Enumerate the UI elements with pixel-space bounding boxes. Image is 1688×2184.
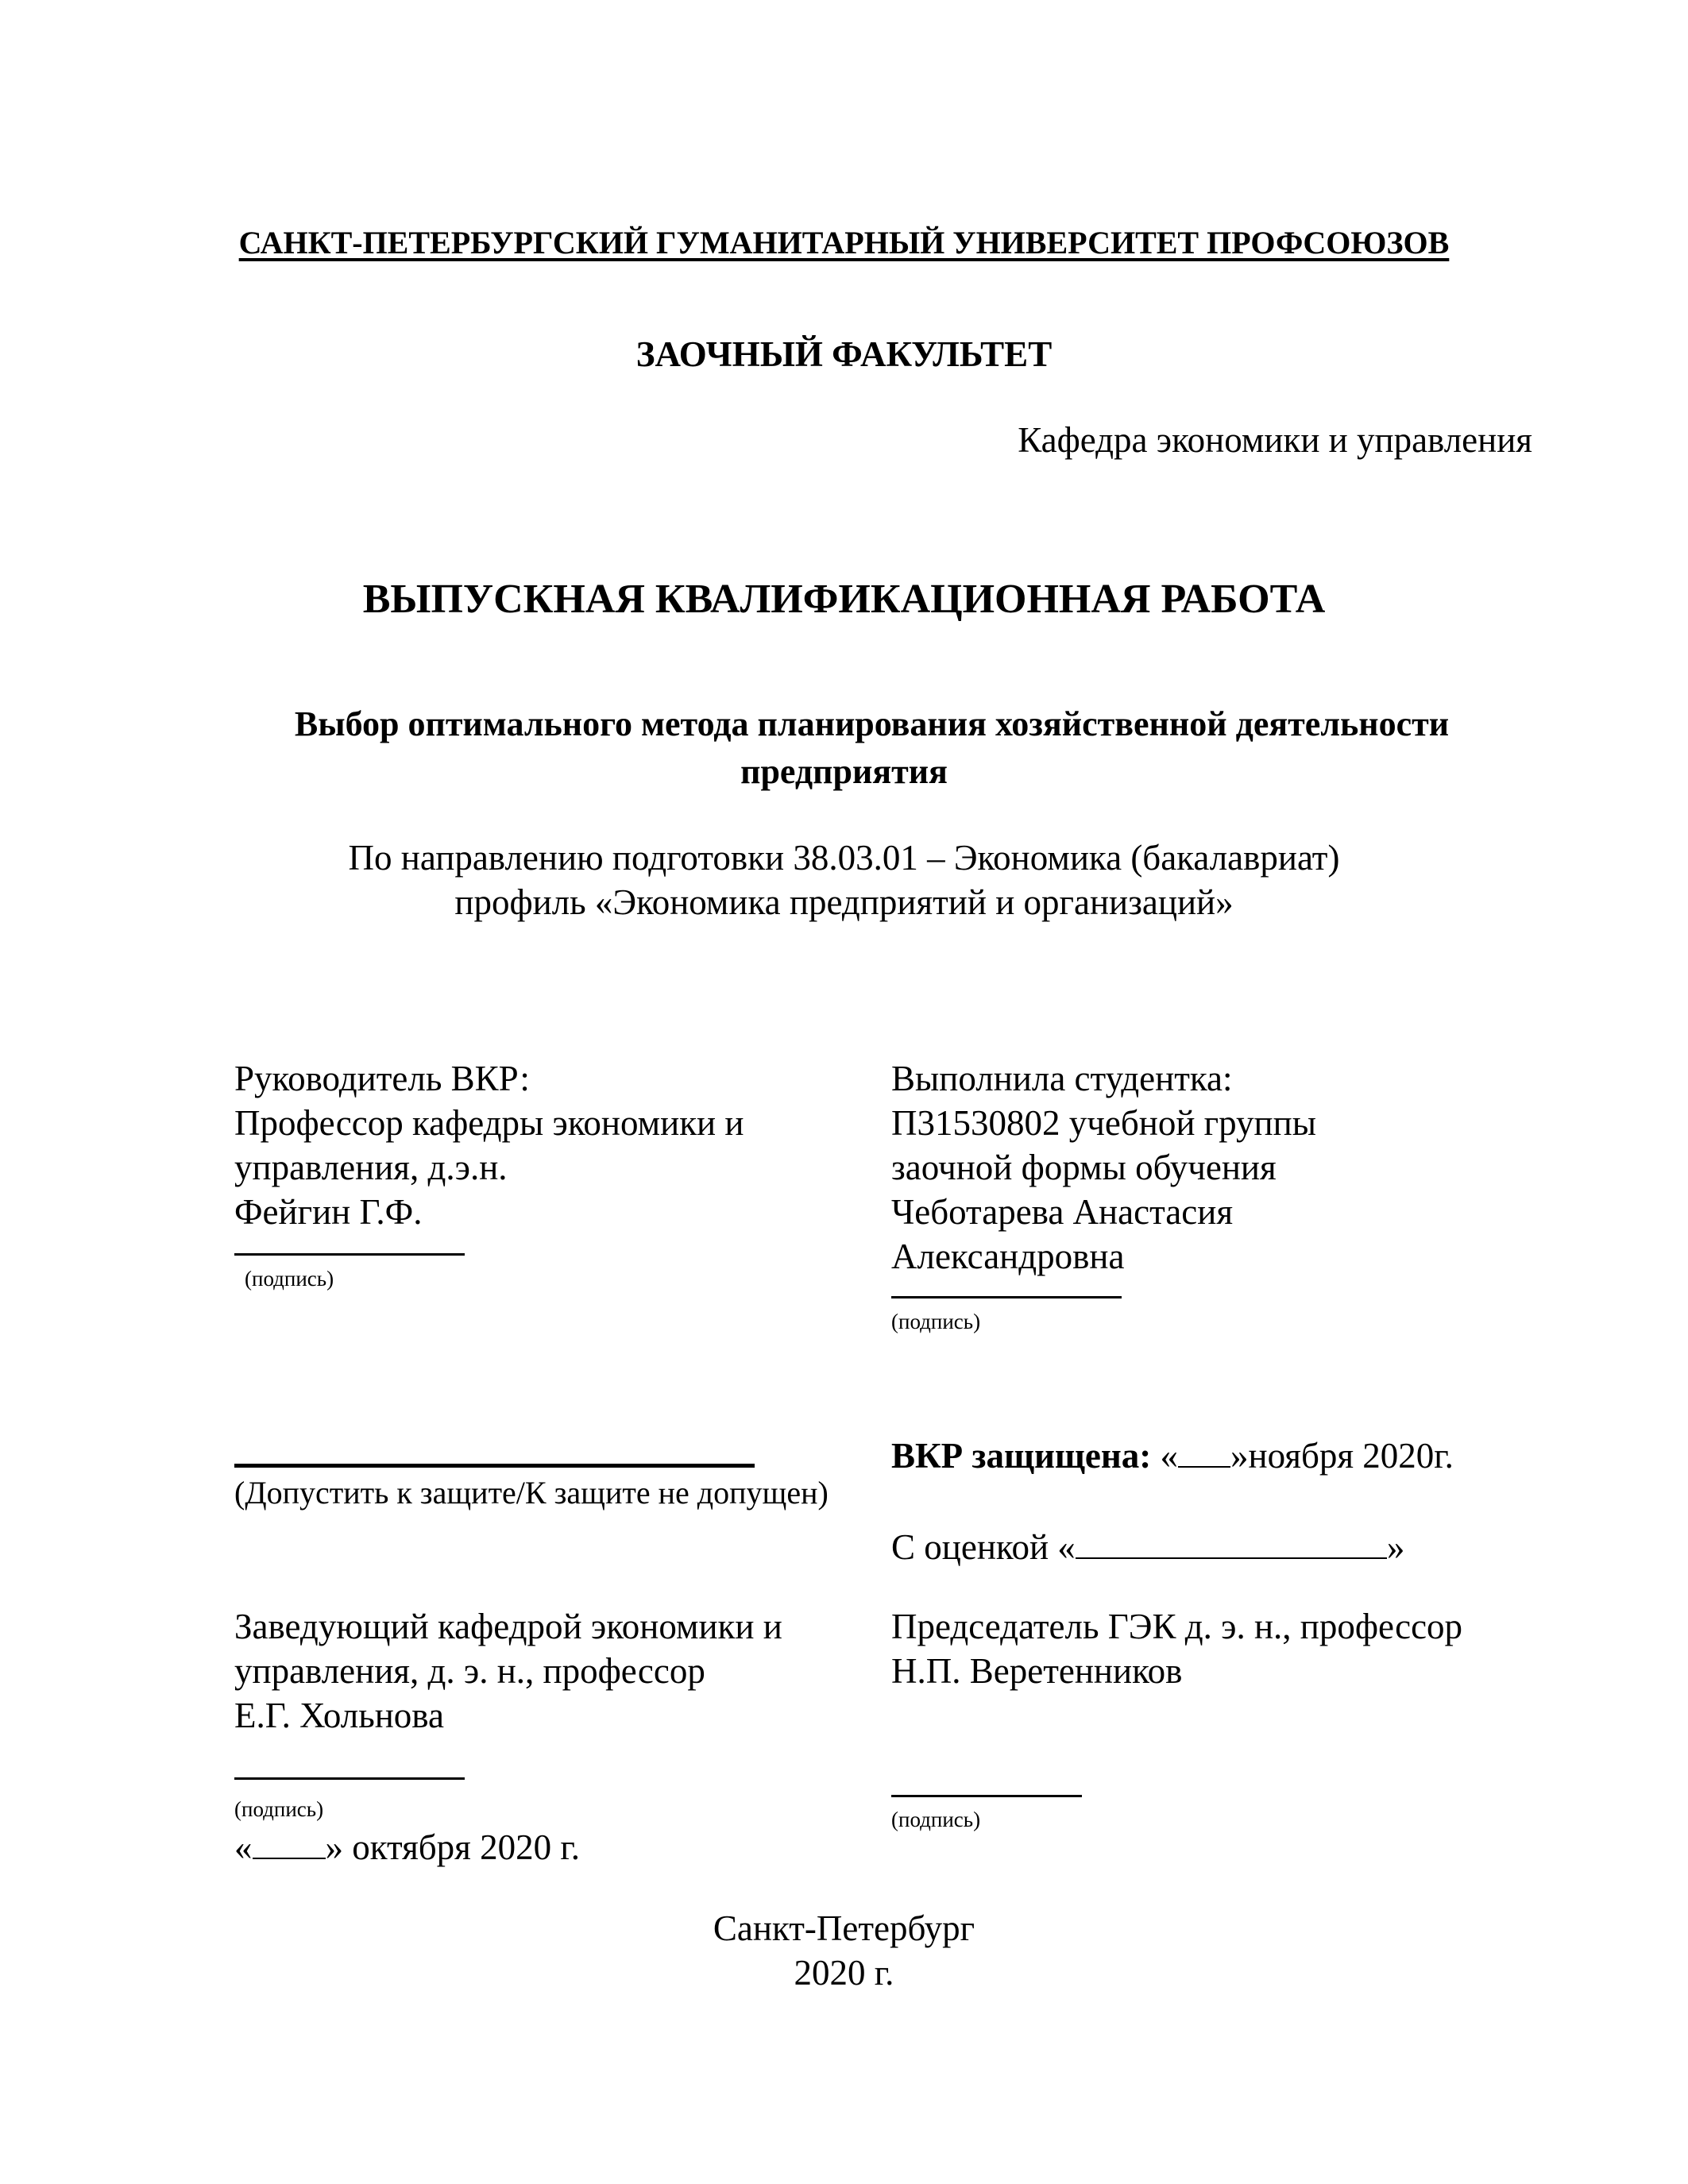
supervisor-position-line1: Профессор кафедры экономики и [234,1103,744,1143]
direction-line2: профиль «Экономика предприятий и организаций» [454,882,1234,922]
footer-year: 2020 г. [794,1953,894,1993]
defense-label: ВКР защищена: [891,1436,1152,1476]
footer [0,1906,1688,1995]
supervisor-name: Фейгин Г.Ф. [234,1192,423,1232]
university-name: САНКТ-ПЕТЕРБУРГСКИЙ ГУМАНИТАРНЫЙ УНИВЕРСИТЕТ ПРОФСОЮЗОВ [238,225,1450,260]
chairman-position: Председатель ГЭК д. э. н., профессор [891,1607,1463,1646]
head-of-department-block [234,1604,782,1738]
supervisor-position-line2: управления, д.э.н. [234,1148,508,1187]
supervisor-signature-line[interactable] [234,1245,465,1260]
head-date-day-blank[interactable] [253,1829,326,1859]
chairman-name: Н.П. Веретенников [891,1651,1183,1691]
defense-open-quote: « [1151,1436,1179,1476]
thesis-topic [0,700,1688,796]
grade-label: С оценкой « [891,1527,1076,1567]
chairman-signature-caption: (подпись) [891,1808,981,1831]
study-direction [0,835,1688,924]
student-signature-caption: (подпись) [891,1310,981,1333]
student-name-line2: Александровна [891,1237,1125,1276]
thesis-topic-line1: Выбор оптимального метода планирования хозяйственной деятельности [294,704,1450,743]
department-name: Кафедра экономики и управления [1018,420,1532,460]
student-block [891,1056,1316,1279]
head-position-line2: управления, д. э. н., профессор [234,1651,705,1691]
student-label: Выполнила студентка: [891,1059,1233,1098]
student-signature-line[interactable] [891,1288,1122,1302]
chairman-block [891,1604,1462,1693]
faculty-name: ЗАОЧНЫЙ ФАКУЛЬТЕТ [635,334,1053,374]
document-title: ВЫПУСКНАЯ КВАЛИФИКАЦИОННАЯ РАБОТА [362,577,1326,622]
grade-line [891,1525,1404,1569]
supervisor-signature-caption: (подпись) [245,1267,334,1291]
defense-date-line [891,1433,1454,1478]
admission-caption: (Допустить к защите/К защите не допущен) [234,1475,829,1511]
head-name: Е.Г. Хольнова [234,1696,444,1735]
student-group: П31530802 учебной группы [891,1103,1316,1143]
head-date-line [234,1825,580,1870]
defense-month-year: »ноября 2020г. [1230,1436,1454,1476]
student-study-form: заочной формы обучения [891,1148,1277,1187]
direction-line1: По направлению подготовки 38.03.01 – Экономика (бакалавриат) [348,838,1340,878]
student-name-line1: Чеботарева Анастасия [891,1192,1234,1232]
footer-city: Санкт-Петербург [713,1908,975,1948]
supervisor-block [234,1056,744,1234]
admission-decision-line[interactable] [234,1457,755,1472]
head-signature-line[interactable] [234,1769,465,1784]
grade-close-quote: » [1386,1527,1405,1567]
thesis-topic-line2: предприятия [740,752,948,791]
supervisor-label: Руководитель ВКР: [234,1059,530,1098]
head-position-line1: Заведующий кафедрой экономики и [234,1607,782,1646]
head-date-open-quote: « [234,1827,253,1867]
defense-day-blank[interactable] [1178,1437,1230,1468]
grade-blank[interactable] [1076,1529,1387,1559]
chairman-signature-line[interactable] [891,1787,1082,1801]
head-date-month-year: » октября 2020 г. [325,1827,581,1867]
head-signature-caption: (подпись) [234,1797,324,1821]
